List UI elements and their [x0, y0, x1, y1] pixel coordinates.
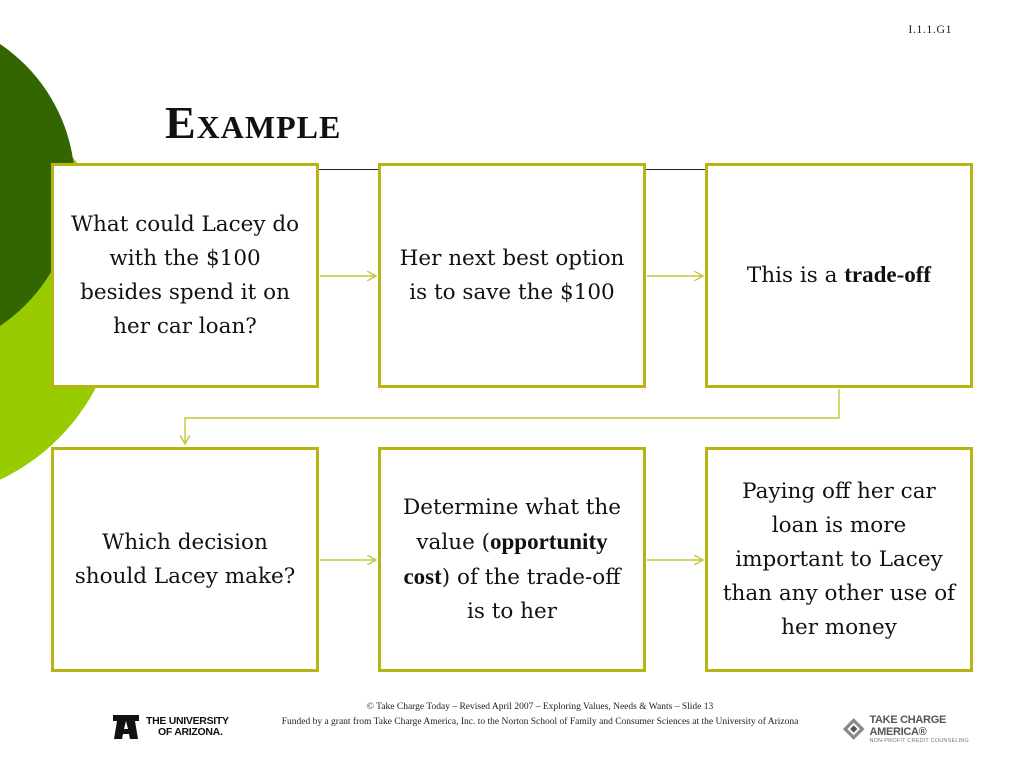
university-a-icon — [112, 714, 140, 740]
step-box-2 — [378, 163, 646, 388]
step-box-4 — [51, 447, 319, 672]
step-box-1 — [51, 163, 319, 388]
university-of-arizona-logo — [112, 712, 230, 742]
tca-logo-name: TAKE CHARGE AMERICA® — [869, 713, 946, 738]
step-box-5-text — [393, 491, 631, 629]
page-title: Example — [165, 97, 342, 148]
step-box-3-text-prefix: This is a — [746, 263, 845, 288]
ua-logo-line-1: THE UNIVERSITY — [146, 715, 229, 727]
take-charge-america-logo — [842, 714, 992, 744]
step-box-4-text: Which decision should Lacey make? — [74, 529, 296, 589]
step-box-6-text: Paying off her car loan is more important to Lacey than any other use of her money — [722, 478, 956, 640]
ua-logo-line-2: OF ARIZONA. — [158, 726, 223, 738]
tca-logo-tagline: NON-PROFIT CREDIT COUNSELING — [869, 737, 969, 744]
footer-funding: Funded by a grant from Take Charge America, Inc. to the Norton School of Family and Consumer Sciences at the University of Arizona — [281, 717, 799, 727]
opportunity-cost-term: opportunity cost — [403, 528, 608, 589]
footer-copyright: © Take Charge Today – Revised April 2007 – Exploring Values, Needs & Wants – Slide 13 — [366, 702, 714, 712]
step-box-6 — [705, 447, 973, 672]
slide-code: I.1.1.G1 — [908, 22, 952, 36]
tca-diamond-icon — [842, 716, 865, 742]
footer — [240, 700, 840, 730]
step-box-1-text: What could Lacey do with the $100 besides spend it on her car loan? — [70, 211, 300, 339]
step-box-2-text: Her next best option is to save the $100 — [399, 245, 625, 305]
step-box-3-text — [747, 258, 931, 293]
step-box-5-text-prefix: Determine what the value ( — [402, 494, 622, 555]
trade-off-term: trade-off — [844, 262, 932, 287]
step-box-5-text-suffix: ) of the trade-off is to her — [441, 564, 621, 624]
step-box-3 — [705, 163, 973, 388]
step-box-5 — [378, 447, 646, 672]
